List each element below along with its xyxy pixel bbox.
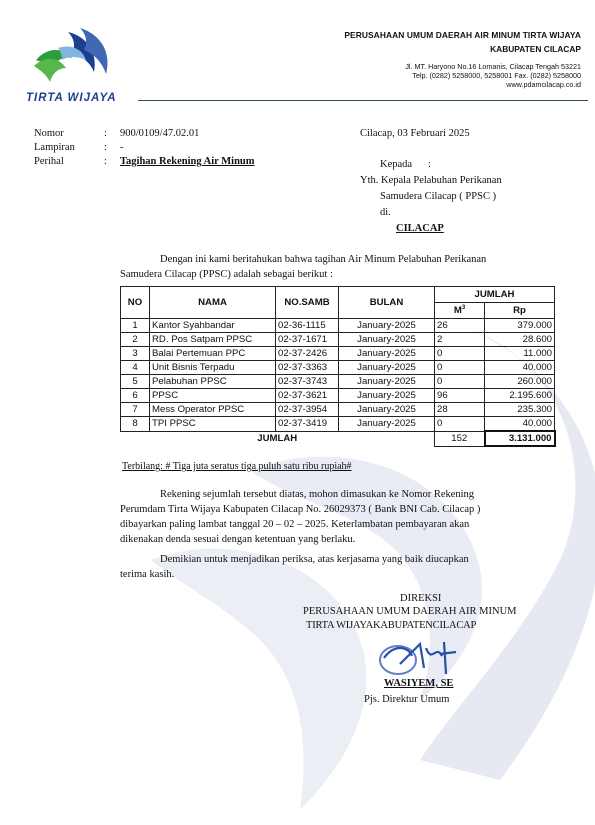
row-rp: 28.600 <box>485 333 555 347</box>
company-address <box>405 62 581 89</box>
row-no: 5 <box>121 375 150 389</box>
row-m3: 26 <box>435 319 485 333</box>
row-nama: Kantor Syahbandar <box>150 319 276 333</box>
row-nama: Unit Bisnis Terpadu <box>150 361 276 375</box>
row-bulan: January-2025 <box>339 403 435 417</box>
table-row <box>121 389 555 403</box>
stamp-signature-icon <box>370 634 470 684</box>
row-m3: 0 <box>435 347 485 361</box>
address-line: Jl. MT. Haryono No.16 Lomanis, Cilacap Tengah 53221 <box>405 62 581 71</box>
row-m3: 0 <box>435 361 485 375</box>
header-no: NO <box>121 287 150 319</box>
total-label: JUMLAH <box>121 431 435 446</box>
row-nama: TPI PPSC <box>150 417 276 432</box>
signatory-name: WASIYEM, SE <box>384 678 454 689</box>
row-no: 8 <box>121 417 150 432</box>
row-m3: 2 <box>435 333 485 347</box>
table-row <box>121 347 555 361</box>
header-rp: Rp <box>485 303 555 319</box>
row-no: 4 <box>121 361 150 375</box>
letterhead-divider <box>138 100 588 101</box>
header-nama: NAMA <box>150 287 276 319</box>
header-jumlah: JUMLAH <box>435 287 555 303</box>
kepada-colon: : <box>428 159 431 170</box>
row-rp: 379.000 <box>485 319 555 333</box>
row-rp: 40.000 <box>485 417 555 432</box>
recipient-line-1: Yth. Kepala Pelabuhan Perikanan <box>360 175 502 186</box>
row-nama: PPSC <box>150 389 276 403</box>
billing-table <box>120 286 556 447</box>
row-rp: 11.000 <box>485 347 555 361</box>
intro-line-2: Samudera Cilacap (PPSC) adalah sebagai berikut : <box>120 269 333 280</box>
table-row <box>121 403 555 417</box>
row-m3: 0 <box>435 417 485 432</box>
row-bulan: January-2025 <box>339 417 435 432</box>
body-line-4: dikenakan denda sesuai dengan ketentuan yang berlaku. <box>120 534 356 545</box>
perihal-label: Perihal <box>34 156 64 167</box>
row-no: 6 <box>121 389 150 403</box>
recipient-line-3: di. <box>380 207 391 218</box>
signature-org-2: TIRTA WIJAYAKABUPATENCILACAP <box>306 620 477 631</box>
row-rp: 40.000 <box>485 361 555 375</box>
meta-colons <box>104 127 107 169</box>
meta-values <box>120 127 255 169</box>
lampiran-label: Lampiran <box>34 142 75 153</box>
table-row <box>121 375 555 389</box>
total-m3: 152 <box>435 431 485 446</box>
header-nosamb: NO.SAMB <box>276 287 339 319</box>
row-bulan: January-2025 <box>339 319 435 333</box>
row-m3: 0 <box>435 375 485 389</box>
body-line-3: dibayarkan paling lambat tanggal 20 – 02 – 2025. Keterlambatan pembayaran akan <box>120 519 470 530</box>
row-nosamb: 02-37-3743 <box>276 375 339 389</box>
colon: : <box>104 142 107 153</box>
recipient-line-2: Samudera Cilacap ( PPSC ) <box>380 191 497 202</box>
body-line-5: Demikian untuk menjadikan periksa, atas kerjasama yang baik diucapkan <box>160 554 469 565</box>
row-nosamb: 02-36-1115 <box>276 319 339 333</box>
table-row <box>121 361 555 375</box>
row-m3: 96 <box>435 389 485 403</box>
colon: : <box>104 156 107 167</box>
row-rp: 2.195.600 <box>485 389 555 403</box>
body-line-1: Rekening sejumlah tersebut diatas, mohon dimasukan ke Nomor Rekening <box>160 489 475 500</box>
row-nama: Balai Pertemuan PPC <box>150 347 276 361</box>
row-bulan: January-2025 <box>339 347 435 361</box>
total-row <box>121 431 555 446</box>
colon: : <box>104 128 107 139</box>
header-m3: $M^3$ <box>435 303 485 319</box>
row-bulan: January-2025 <box>339 361 435 375</box>
row-nosamb: 02-37-3954 <box>276 403 339 417</box>
row-nosamb: 02-37-3419 <box>276 417 339 432</box>
row-m3: 28 <box>435 403 485 417</box>
company-logo-icon <box>28 22 118 92</box>
row-nama: Pelabuhan PPSC <box>150 375 276 389</box>
row-no: 2 <box>121 333 150 347</box>
recipient-city: CILACAP <box>396 223 444 234</box>
signature-title: DIREKSI <box>400 593 442 604</box>
intro-line-1: Dengan ini kami beritahukan bahwa tagihan Air Minum Pelabuhan Perikanan <box>160 254 487 265</box>
row-nosamb: 02-37-3621 <box>276 389 339 403</box>
table-row <box>121 333 555 347</box>
row-nosamb: 02-37-2426 <box>276 347 339 361</box>
row-no: 1 <box>121 319 150 333</box>
company-city: KABUPATEN CILACAP <box>490 44 581 54</box>
total-rp: 3.131.000 <box>485 431 555 446</box>
lampiran-value: - <box>120 142 124 153</box>
letter-meta <box>34 127 75 169</box>
body-line-2: Perumdam Tirta Wijaya Kabupaten Cilacap No. 26029373 ( Bank BNI Cab. Cilacap ) <box>120 504 481 515</box>
nomor-label: Nomor <box>34 128 64 139</box>
row-nosamb: 02-37-1671 <box>276 333 339 347</box>
header-bulan: BULAN <box>339 287 435 319</box>
place-date: Cilacap, 03 Februari 2025 <box>360 128 470 139</box>
phone-line: Telp. (0282) 5258000, 5258001 Fax. (0282) 5258000 <box>412 71 581 80</box>
row-nama: RD. Pos Satpam PPSC <box>150 333 276 347</box>
row-bulan: January-2025 <box>339 375 435 389</box>
row-bulan: January-2025 <box>339 333 435 347</box>
brand-name: TIRTA WIJAYA <box>26 92 117 104</box>
signatory-position: Pjs. Direktur Umum <box>364 694 450 705</box>
table-row <box>121 319 555 333</box>
row-nosamb: 02-37-3363 <box>276 361 339 375</box>
perihal-value: Tagihan Rekening Air Minum <box>120 156 255 167</box>
website-line: www.pdamcilacap.co.id <box>506 80 581 89</box>
signature-org-1: PERUSAHAAN UMUM DAERAH AIR MINUM <box>303 606 517 617</box>
nomor-value: 900/0109/47.02.01 <box>120 128 200 139</box>
row-no: 7 <box>121 403 150 417</box>
row-no: 3 <box>121 347 150 361</box>
row-bulan: January-2025 <box>339 389 435 403</box>
company-name: PERUSAHAAN UMUM DAERAH AIR MINUM TIRTA WIJAYA <box>344 30 581 40</box>
body-line-6: terima kasih. <box>120 569 175 580</box>
terbilang-text: Terbilang: # Tiga juta seratus tiga puluh satu ribu rupiah# <box>122 461 352 472</box>
row-rp: 235.300 <box>485 403 555 417</box>
kepada-label: Kepada <box>380 159 413 170</box>
row-rp: 260.000 <box>485 375 555 389</box>
row-nama: Mess Operator PPSC <box>150 403 276 417</box>
table-row <box>121 417 555 432</box>
